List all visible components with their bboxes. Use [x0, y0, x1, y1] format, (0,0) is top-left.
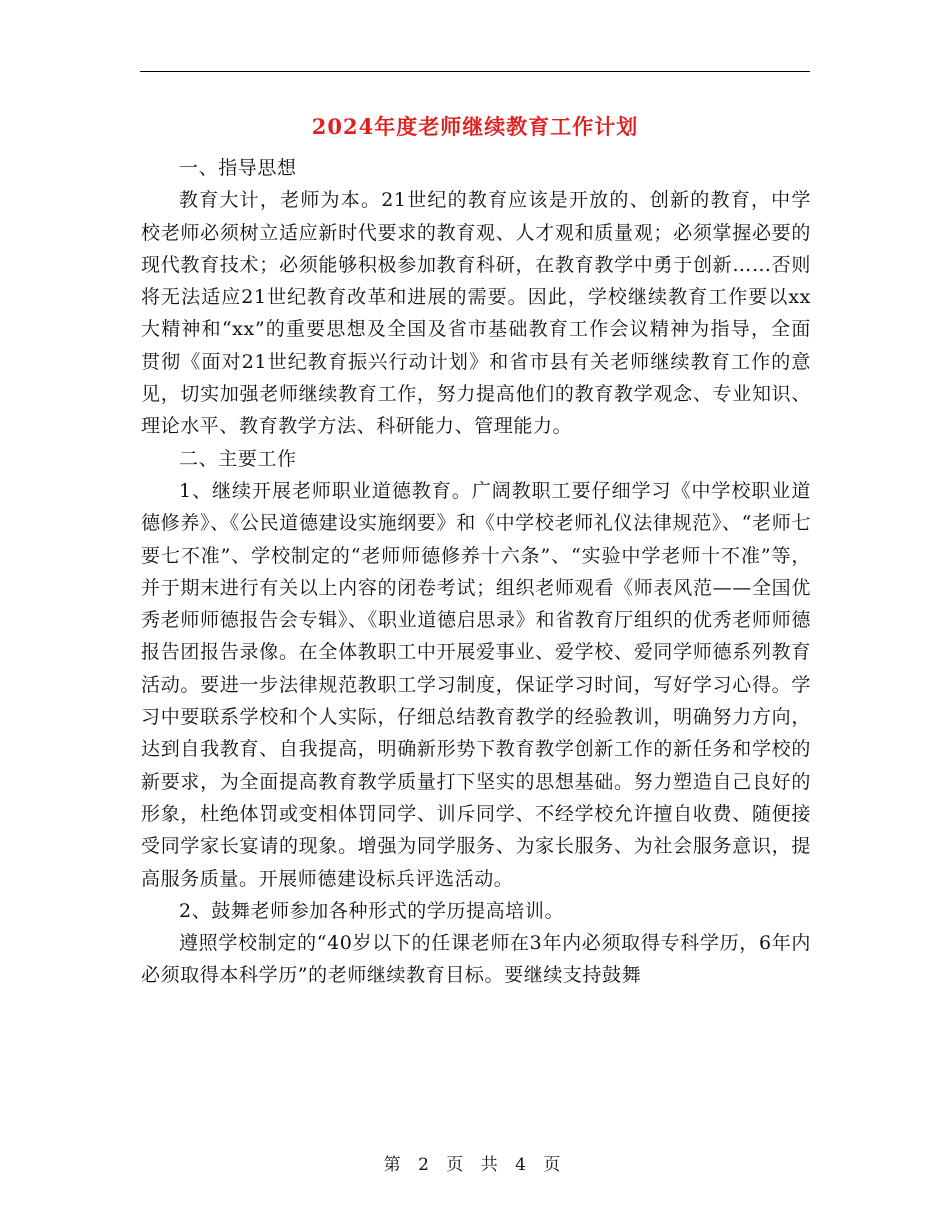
- document-body: [141, 152, 811, 992]
- body-paragraph: 2、鼓舞老师参加各种形式的学历提高培训。: [179, 899, 565, 922]
- section-heading-main-work: 二、主要工作: [179, 447, 297, 470]
- body-paragraph: 教育大计，老师为本。21世纪的教育应该是开放的、创新的教育，中学校老师必须树立适应新时代要求的教育观、人才观和质量观；必须掌握必要的现代教育技术；必须能够积极参加教育科研，在教育教学中勇于创新……否则将无法适应21世纪教育改革和进展的需要。因此，学校继续教育工作要以xx大精神和“xx”的重要思想及全国及省市基础教育工作会议精神为指导，全面贯彻《面对21世纪教育振兴行动计划》和省市县有关老师继续教育工作的意见，切实加强老师继续教育工作，努力提高他们的教育教学观念、专业知识、理论水平、教育教学方法、科研能力、管理能力。: [141, 189, 811, 438]
- page-number: 第 2 页 共 4 页: [383, 1155, 567, 1175]
- document-title: 2024年度老师继续教育工作计划: [311, 114, 639, 139]
- section-heading-guiding-ideology: 一、指导思想: [179, 157, 297, 179]
- header-rule: [140, 71, 810, 72]
- body-paragraph: 遵照学校制定的“40岁以下的任课老师在3年内必须取得专科学历，6年内必须取得本科学历”的老师继续教育目标。要继续支持鼓舞: [141, 932, 811, 987]
- body-paragraph: 1、继续开展老师职业道德教育。广阔教职工要仔细学习《中学校职业道德修养》、《公民道德建设实施纲要》和《中学校老师礼仪法律规范》、“老师七要七不准”、学校制定的“老师师德修养十六条”、“实验中学老师十不准”等，并于期末进行有关以上内容的闭卷考试；组织老师观看《师表风范——全国优秀老师师德报告会专辑》、《职业道德启思录》和省教育厅组织的优秀老师师德报告团报告录像。在全体教职工中开展爱事业、爱学校、爱同学师德系列教育活动。要进一步法律规范教职工学习制度，保证学习时间，写好学习心得。学习中要联系学校和个人实际，仔细总结教育教学的经验教训，明确努力方向，达到自我教育、自我提高，明确新形势下教育教学创新工作的新任务和学校的新要求，为全面提高教育教学质量打下坚实的思想基础。努力塑造自己良好的形象，杜绝体罚或变相体罚同学、训斥同学、不经学校允许擅自收费、随便接受同学家长宴请的现象。增强为同学服务、为家长服务、为社会服务意识，提高服务质量。开展师德建设标兵评选活动。: [141, 479, 811, 890]
